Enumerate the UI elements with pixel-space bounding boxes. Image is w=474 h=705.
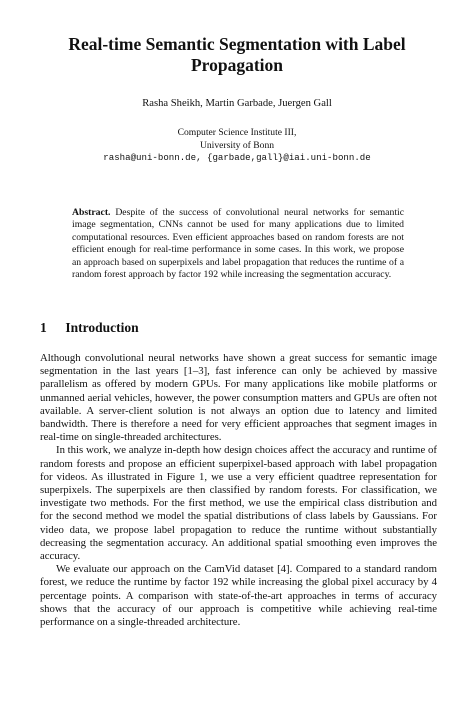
- section-heading: [40, 319, 434, 336]
- affiliation-block: [40, 127, 434, 165]
- paragraph-3: We evaluate our approach on the CamVid dataset [4]. Compared to a standard random forest, we reduce the runtime by factor 192 while increasing the global pixel accuracy by 4 percentage points. A comparison with state-of-the-art approaches in terms of accuracy shows that the accuracy of our approach is competitive while achieving real-time performance on a single-threaded architecture.: [40, 563, 437, 629]
- section-title: Introduction: [65, 320, 139, 335]
- author-emails: rasha@uni-bonn.de, {garbade,gall}@iai.uni-bonn.de: [103, 152, 371, 163]
- paragraph-2: In this work, we analyze in-depth how design choices affect the accuracy and runtime of random forests and propose an efficient superpixel-based approach with label propagation for videos. As illustrated in Figure 1, we use a very efficient quadtree representation for superpixels. The superpixels are then classified by random forests. For classification, we investigate two methods. For the first method, we use the empirical class distribution and for the second method we model the spatial distributions of class labels by Gaussians. For video data, we propose label propagation to reduce the runtime without substantially decreasing the segmentation accuracy. An additional spatial smoothing even improves the accuracy.: [40, 444, 437, 563]
- section-number: 1: [40, 320, 47, 335]
- abstract-label: Abstract.: [72, 207, 111, 218]
- section-body: [40, 352, 437, 629]
- paper-title: [40, 34, 434, 76]
- author-list: Rasha Sheikh, Martin Garbade, Juergen Gall: [142, 98, 332, 109]
- affiliation-line-2: University of Bonn: [199, 139, 275, 151]
- abstract-text: Despite of the success of convolutional neural networks for semantic image segmentation, CNNs cannot be used for many applications due to limited computational resources. Even efficient approaches based on random forests are not efficient enough for real-time performance in some cases. In this work, we propose an approach based on superpixels and label propagation that reduces the runtime of a random forest approach by factor 192 while increasing the segmentation accuracy.: [72, 207, 405, 281]
- title-line-2: Propagation: [190, 55, 284, 75]
- title-line-1: Real-time Semantic Segmentation with Label: [68, 34, 406, 54]
- abstract: [72, 207, 404, 281]
- paragraph-1: Although convolutional neural networks have shown a great success for semantic image segmentation in the last years [1–3], fast inference can only be achieved by massive parallelism as offered by modern GPUs. For many applications like mobile platforms or unmanned aerial vehicles, however, the power consumption matters and GPUs are often not available. A server-client solution is not always an option due to latency and limited bandwidth. There is therefore a need for very efficient approaches that segment images in real-time on single-threaded architectures.: [40, 352, 437, 444]
- affiliation-line-1: Computer Science Institute III,: [177, 127, 297, 138]
